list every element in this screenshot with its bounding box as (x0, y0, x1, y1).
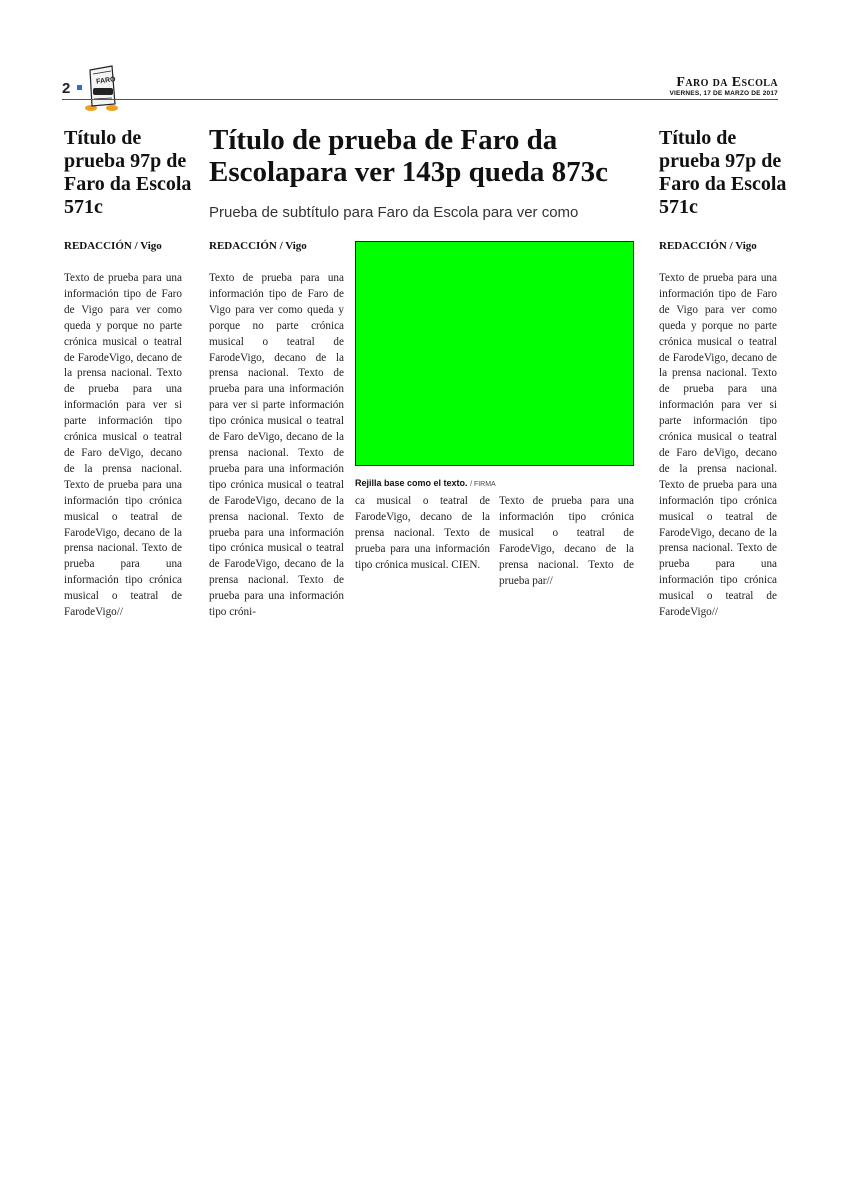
main-story-byline: REDACCIÓN / Vigo (209, 240, 307, 252)
main-story-body-column-1: Texto de prueba para una información tipo de Faro de Vigo para ver como queda y porque no parte crónica musical o teatral de FarodeVigo, decano de la prensa nacional. Texto de prueba para una información para ver si parte información tipo crónica musical o teatral de Faro deVigo, decano de la prensa nacional. Texto de prueba para una información tipo crónica musical o teatral de FarodeVigo, decano de la prensa nacional. Texto de prueba para una información tipo crónica musical o teatral de FarodeVigo, decano de la prensa nacional. Texto de prueba para una información tipo cróni- (209, 272, 344, 619)
issue-date: VIERNES, 17 DE MARZO DE 2017 (669, 90, 778, 97)
svg-text:FARO: FARO (95, 76, 117, 86)
right-story-byline: REDACCIÓN / Vigo (659, 240, 757, 252)
main-story-body-column-3: Texto de prueba para una información tipo crónica musical o teatral de FarodeVigo, decano de la prensa nacional. Texto de prueba par// (499, 495, 634, 587)
main-story-photo (355, 241, 634, 466)
left-story-body: Texto de prueba para una información tipo de Faro de Vigo para ver como queda y porque no parte crónica musical o teatral de FarodeVigo, decano de la prensa nacional. Texto de prueba para una información para ver si parte información tipo crónica musical o teatral de Faro deVigo, decano de la prensa nacional. Texto de prueba para una información tipo crónica musical o teatral de FarodeVigo, decano de la prensa nacional. Texto de prueba para una información tipo crónica musical o teatral de FarodeVigo// (64, 272, 182, 619)
main-story-subtitle: Prueba de subtítulo para Faro da Escola para ver como (209, 204, 579, 221)
photo-caption (355, 478, 496, 488)
right-story-body: Texto de prueba para una información tipo de Faro de Vigo para ver como queda y porque no parte crónica musical o teatral de FarodeVigo, decano de la prensa nacional. Texto de prueba para una información para ver si parte información tipo crónica musical o teatral de Faro deVigo, decano de la prensa nacional. Texto de prueba para una información tipo crónica musical o teatral de FarodeVigo, decano de la prensa nacional. Texto de prueba para una información tipo crónica musical o teatral de FarodeVigo// (659, 272, 777, 619)
main-story-title: Título de prueba de Faro da Escolapara ver 143p queda 873c (209, 124, 609, 188)
caption-credit: / FIRMA (470, 481, 496, 488)
header-rule (62, 99, 778, 100)
left-story-title: Título de prueba 97p de Faro da Escola 571c (64, 127, 192, 218)
publication-masthead: Faro da Escola (676, 75, 778, 90)
mascot-logo-icon (82, 64, 122, 112)
page-number: 2 (62, 80, 71, 97)
right-story-title: Título de prueba 97p de Faro da Escola 571c (659, 127, 787, 218)
caption-text: Rejilla base como el texto. (355, 478, 468, 488)
main-story-body-column-2: ca musical o teatral de FarodeVigo, decano de la prensa nacional. Texto de prueba para una información tipo crónica musical. CIEN. (355, 495, 490, 571)
left-story-byline: REDACCIÓN / Vigo (64, 240, 162, 252)
